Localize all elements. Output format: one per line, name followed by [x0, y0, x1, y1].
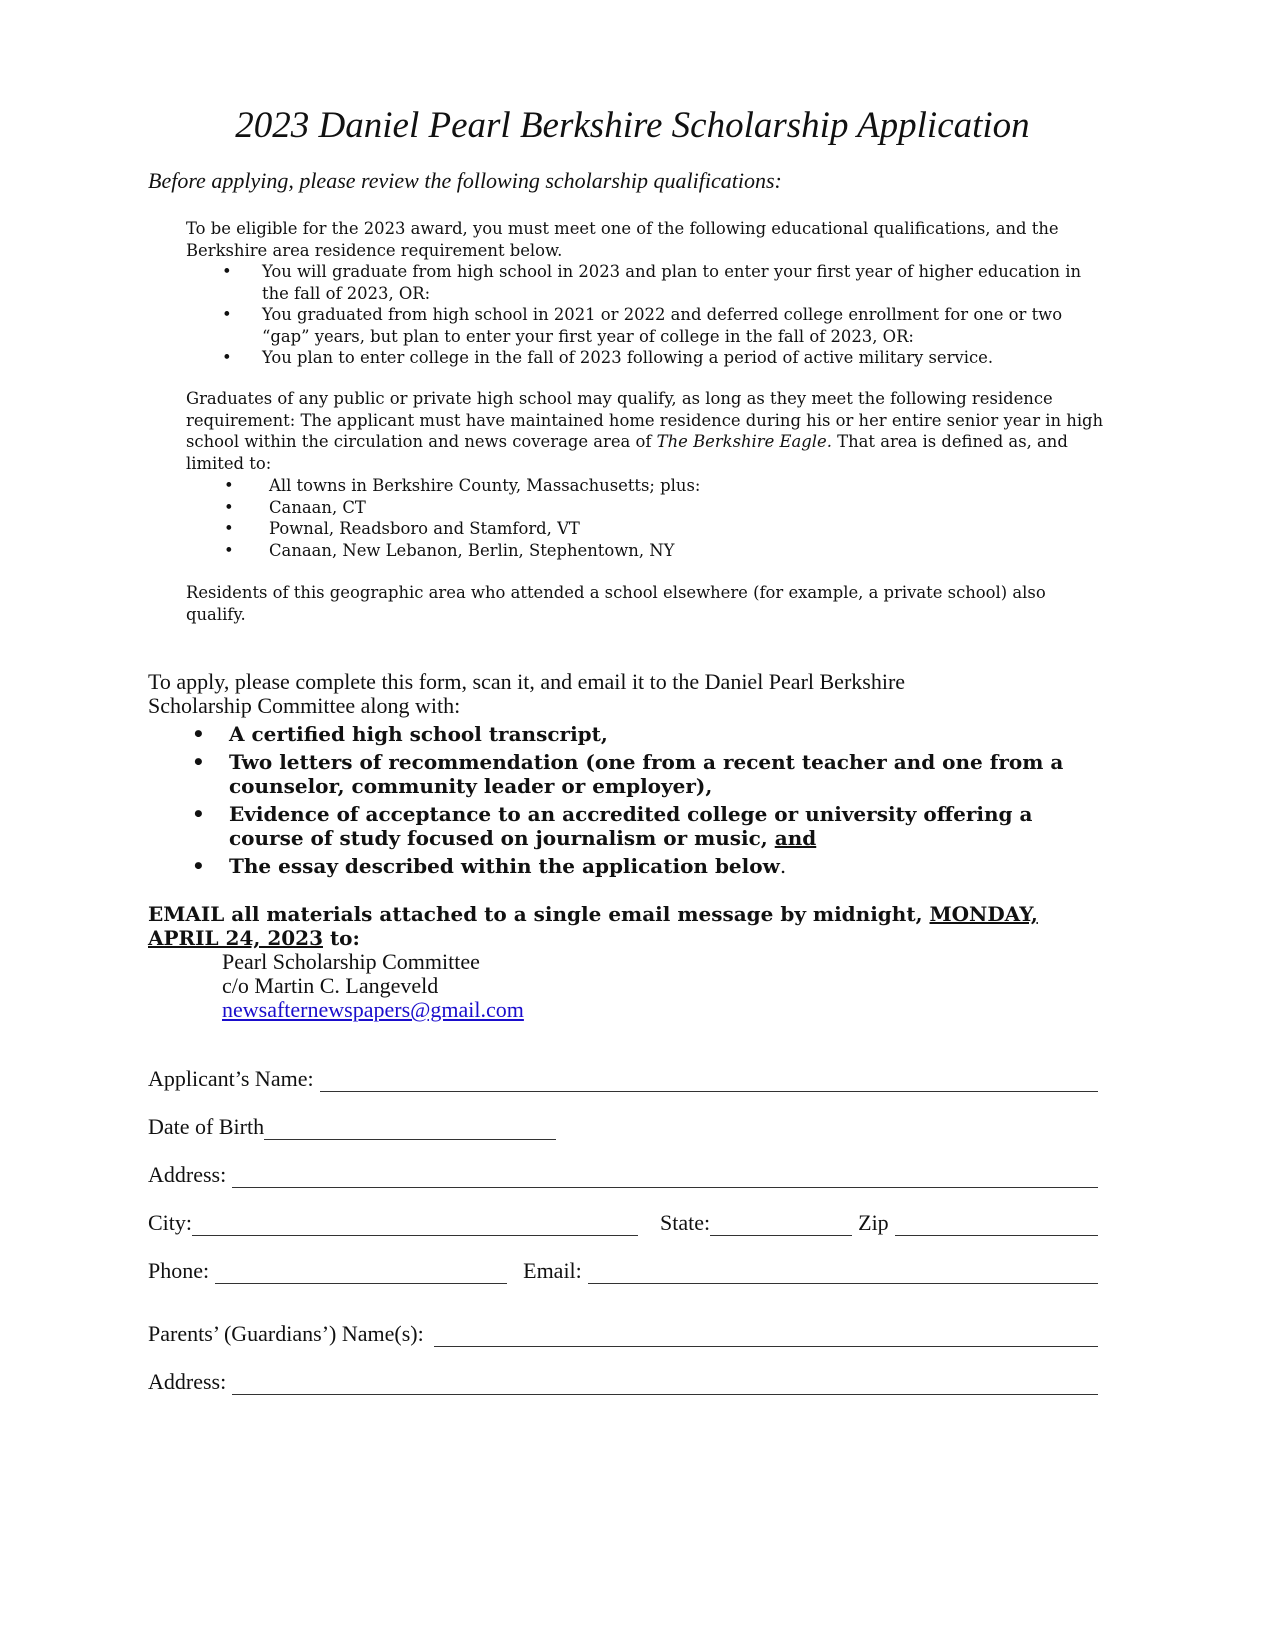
- list-item: [148, 854, 1098, 879]
- list-item: • Canaan, New Lebanon, Berlin, Stephentown, NY: [186, 540, 1106, 562]
- dob-row: [148, 1112, 1098, 1140]
- parents-address-field[interactable]: [232, 1372, 1098, 1395]
- text: .: [779, 853, 787, 878]
- residence-lead: [186, 388, 1106, 474]
- list-item: • You plan to enter college in the fall of 2023 following a period of active military service.: [186, 347, 1106, 369]
- label: Phone:: [148, 1258, 210, 1283]
- zip-field[interactable]: [895, 1213, 1098, 1236]
- text: The essay described within the application below: [229, 853, 780, 878]
- label: Address:: [148, 1369, 227, 1394]
- committee-name: Pearl Scholarship Committee: [222, 949, 480, 974]
- list-item: • You graduated from high school in 2021 or 2022 and deferred college enrollment for one or two “gap” years, but plan to enter your first year of college in the fall of 2023, OR:: [186, 304, 1106, 347]
- list-item: [148, 802, 1098, 851]
- list-item: • Canaan, CT: [186, 497, 1106, 519]
- city-row: [148, 1208, 1098, 1236]
- parents-address-row: [148, 1367, 1098, 1395]
- applicant-name-row: [148, 1064, 1098, 1092]
- list-item: • You will graduate from high school in 2023 and plan to enter your first year of higher education in the fall of 2023, OR:: [186, 261, 1106, 304]
- text: to:: [322, 926, 360, 950]
- apply-section: [148, 670, 1098, 881]
- list-item: • A certified high school transcript,: [148, 722, 1098, 747]
- label: Email:: [523, 1258, 582, 1283]
- eligibility-lead: To be eligible for the 2023 award, you must meet one of the following educational qualifications, and the Berkshire area residence requirement below.: [186, 219, 1059, 260]
- apply-lead: To apply, please complete this form, scan it, and email it to the Daniel Pearl Berkshire Scholarship Committee along with:: [148, 669, 906, 718]
- city-field[interactable]: [192, 1213, 638, 1236]
- residence-section: [186, 388, 1106, 561]
- dob-field[interactable]: [264, 1117, 556, 1140]
- text: EMAIL all materials attached to a single email message by midnight,: [148, 902, 930, 926]
- parents-name-field[interactable]: [434, 1324, 1098, 1347]
- state-field[interactable]: [710, 1213, 852, 1236]
- list-item: • All towns in Berkshire County, Massachusetts; plus:: [186, 475, 1106, 497]
- label: Parents’ (Guardians’) Name(s):: [148, 1321, 424, 1346]
- address-row: [148, 1160, 1098, 1188]
- text: and: [774, 826, 817, 850]
- label: State:: [660, 1210, 711, 1235]
- contact-address: [222, 950, 524, 1022]
- text: That area is defined as, and limited to:: [186, 432, 1068, 473]
- parents-row: [148, 1319, 1098, 1347]
- label: Applicant’s Name:: [148, 1066, 314, 1091]
- newspaper-name: The Berkshire Eagle.: [656, 432, 832, 451]
- list-item: • Two letters of recommendation (one from a recent teacher and one from a counselor, community leader or employer),: [148, 750, 1098, 799]
- address-field[interactable]: [232, 1165, 1098, 1188]
- label: City:: [148, 1210, 193, 1235]
- text: Evidence of acceptance to an accredited college or university offering a course of study focused on journalism or music,: [229, 801, 1033, 850]
- eligibility-section: [186, 218, 1106, 369]
- phone-field[interactable]: [215, 1261, 507, 1284]
- page-title: 2023 Daniel Pearl Berkshire Scholarship Application: [235, 105, 1030, 146]
- email-field[interactable]: [588, 1261, 1098, 1284]
- intro-text: Before applying, please review the following scholarship qualifications:: [148, 168, 782, 193]
- label: Date of Birth: [148, 1114, 265, 1139]
- text: Graduates of any public or private high school may qualify, as long as they meet the following residence requirement: The applicant must have maintained home residence during his or her entire senior year in high school within the circulation and news coverage area of: [186, 389, 1104, 451]
- list-item: • Pownal, Readsboro and Stamford, VT: [186, 518, 1106, 540]
- email-link[interactable]: newsafternewspapers@gmail.com: [222, 997, 524, 1022]
- care-of: c/o Martin C. Langeveld: [222, 973, 439, 998]
- applicant-name-field[interactable]: [320, 1069, 1098, 1092]
- residents-note: Residents of this geographic area who attended a school elsewhere (for example, a private school) also qualify.: [186, 583, 1046, 624]
- label: Address:: [148, 1162, 227, 1187]
- email-instructions: [148, 902, 1098, 950]
- label: Zip: [858, 1210, 889, 1235]
- deadline: MONDAY, APRIL 24, 2023: [148, 902, 1038, 950]
- phone-row: [148, 1256, 1098, 1284]
